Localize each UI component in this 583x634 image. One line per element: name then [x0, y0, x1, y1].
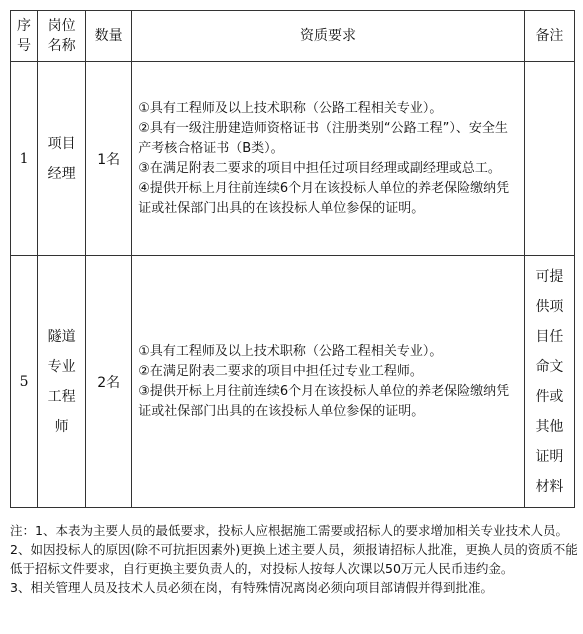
- header-note: 备注: [524, 11, 574, 62]
- row-seq: 5: [11, 256, 38, 508]
- header-seq: [11, 11, 38, 62]
- header-seq-line: 号: [17, 38, 32, 54]
- row-count: 1名: [86, 62, 132, 256]
- row-count: 2名: [86, 256, 132, 508]
- header-position-line: 名称: [47, 38, 76, 54]
- row-position: [38, 256, 86, 508]
- note-line: 命文: [535, 358, 564, 375]
- requirement-item: ①具有工程师及以上技术职称（公路工程相关专业）。: [138, 343, 443, 359]
- staff-requirements-table: [10, 10, 575, 508]
- table-footnotes: [10, 521, 578, 597]
- requirement-item: ③提供开标上月往前连续6个月在该投标人单位的养老保险缴纳凭证或社保部门出具的在该投标人单位参保的证明。: [138, 383, 510, 419]
- requirement-item: ②具有一级注册建造师资格证书（注册类别“公路工程”）、安全生产考核合格证书（B类）。: [138, 120, 508, 156]
- row-note: [524, 256, 574, 508]
- row-requirements: [132, 62, 525, 256]
- position-line: 工程: [47, 388, 76, 405]
- requirement-item: ④提供开标上月往前连续6个月在该投标人单位的养老保险缴纳凭证或社保部门出具的在该投标人单位参保的证明。: [138, 180, 510, 216]
- requirement-item: ②在满足附表二要求的项目中担任过专业工程师。: [138, 363, 423, 379]
- row-requirements: [132, 256, 525, 508]
- table-row: [11, 62, 575, 256]
- header-requirements: 资质要求: [132, 11, 525, 62]
- table-header-row: [11, 11, 575, 62]
- note-line: 件或: [535, 388, 564, 405]
- note-line: 供项: [535, 298, 564, 315]
- requirement-item: ①具有工程师及以上技术职称（公路工程相关专业）。: [138, 100, 443, 116]
- table-row: [11, 256, 575, 508]
- footnote: 2、如因投标人的原因(除不可抗拒因素外)更换上述主要人员，须报请招标人批准，更换人员的资质不能低于招标文件要求，自行更换主要负责人的，对投标人按每人次课以50万元人民币违约金。: [10, 542, 578, 576]
- position-line: 经理: [47, 165, 76, 182]
- header-seq-line: 序: [17, 18, 32, 34]
- note-line: 可提: [535, 268, 564, 285]
- position-line: 专业: [47, 358, 76, 375]
- footnote: 注：1、本表为主要人员的最低要求，投标人应根据施工需要或招标人的要求增加相关专业技术人员。: [10, 523, 568, 538]
- row-seq: 1: [11, 62, 38, 256]
- row-note: [524, 62, 574, 256]
- requirement-item: ③在满足附表二要求的项目中担任过项目经理或副经理或总工。: [138, 160, 501, 176]
- position-line: 隧道: [47, 328, 76, 345]
- note-line: 其他: [535, 418, 564, 435]
- position-line: 师: [54, 418, 69, 435]
- row-position: [38, 62, 86, 256]
- header-position: [38, 11, 86, 62]
- note-line: 证明: [535, 448, 564, 465]
- header-position-line: 岗位: [47, 18, 76, 34]
- header-count: 数量: [86, 11, 132, 62]
- position-line: 项目: [47, 135, 76, 152]
- note-line: 材料: [535, 478, 564, 495]
- note-line: 目任: [535, 328, 564, 345]
- footnote: 3、相关管理人员及技术人员必须在岗，有特殊情况离岗必须向项目部请假并得到批准。: [10, 580, 493, 595]
